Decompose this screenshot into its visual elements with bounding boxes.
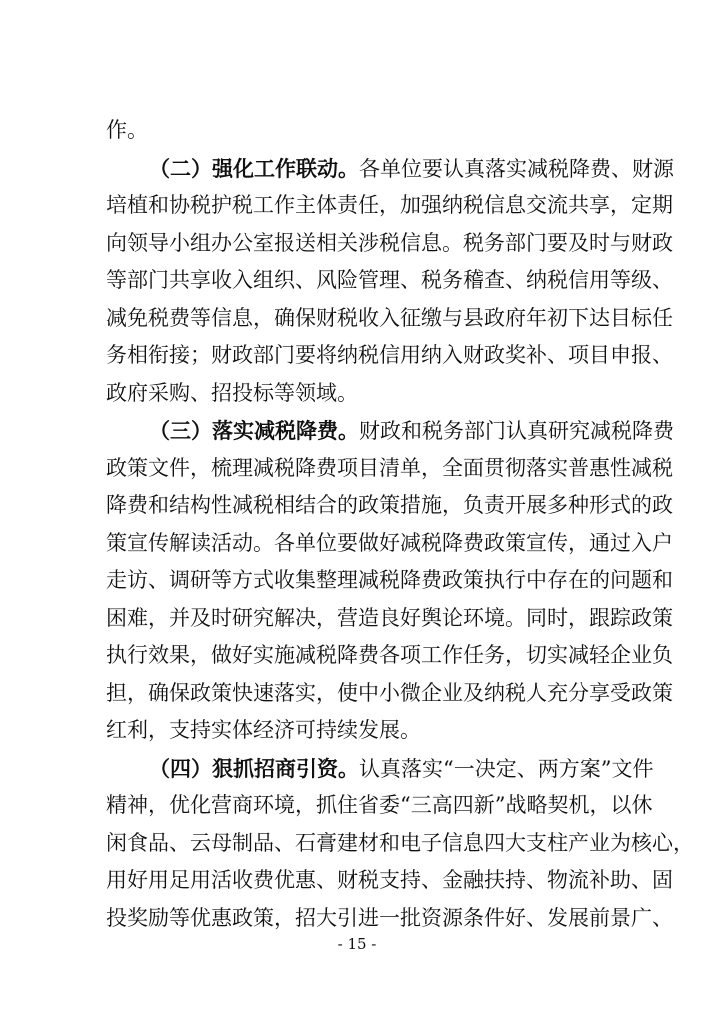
text-line: 务相衔接；财政部门要将纳税信用纳入财政奖补、项目申报、 — [106, 343, 673, 367]
paragraph-2-first-line — [149, 150, 674, 187]
text-run: 认真落实“一决定、两方案”文件 — [359, 757, 654, 781]
text-line: 闲食品、云母制品、石膏建材和电子信息四大支柱产业为核心， — [106, 831, 694, 855]
text-line: 走访、调研等方式收集整理减税降费政策执行中存在的问题和 — [106, 568, 673, 592]
text-line: 培植和协税护税工作主体责任，加强纳税信息交流共享，定期 — [106, 193, 673, 217]
section-heading: （四）狠抓招商引资。 — [149, 756, 359, 781]
section-heading: （二）强化工作联动。 — [149, 156, 359, 181]
text-line: 红利，支持实体经济可持续发展。 — [106, 718, 421, 742]
text-line: 策宣传解读活动。各单位要做好减税降费政策宣传，通过入户 — [106, 531, 673, 555]
text-line: 精神，优化营商环境，抓住省委“三高四新”战略契机，以休 — [106, 793, 653, 817]
text-line: 等部门共享收入组织、风险管理、税务稽查、纳税信用等级、 — [106, 268, 673, 292]
text-line: 减免税费等信息，确保财税收入征缴与县政府年初下达目标任 — [106, 306, 673, 330]
text-line: 执行效果，做好实施减税降费各项工作任务，切实减轻企业负 — [106, 643, 673, 667]
text-line: 投奖励等优惠政策，招大引进一批资源条件好、发展前景广、 — [106, 906, 673, 930]
text-run: 财政和税务部门认真研究减税降费 — [359, 419, 674, 443]
page-number: - 15 - — [337, 935, 377, 953]
text-line: 困难，并及时研究解决，营造良好舆论环境。同时，跟踪政策 — [106, 606, 673, 630]
paragraph-3-first-line — [149, 412, 674, 449]
text-line: 用好用足用活收费优惠、财税支持、金融扶持、物流补助、固 — [106, 868, 673, 892]
text-line: 政策文件，梳理减税降费项目清单，全面贯彻落实普惠性减税 — [106, 456, 673, 480]
paragraph-4-first-line — [149, 750, 654, 787]
text-line: 政府采购、招投标等领域。 — [106, 381, 358, 405]
text-line: 降费和结构性减税相结合的政策措施，负责开展多种形式的政 — [106, 493, 673, 517]
text-line: 担，确保政策快速落实，使中小微企业及纳税人充分享受政策 — [106, 681, 673, 705]
section-heading: （三）落实减税降费。 — [149, 418, 359, 443]
text-run: 各单位要认真落实减税降费、财源 — [359, 157, 674, 181]
text-line: 作。 — [106, 118, 148, 142]
text-line: 向领导小组办公室报送相关涉税信息。税务部门要及时与财政 — [106, 231, 673, 255]
